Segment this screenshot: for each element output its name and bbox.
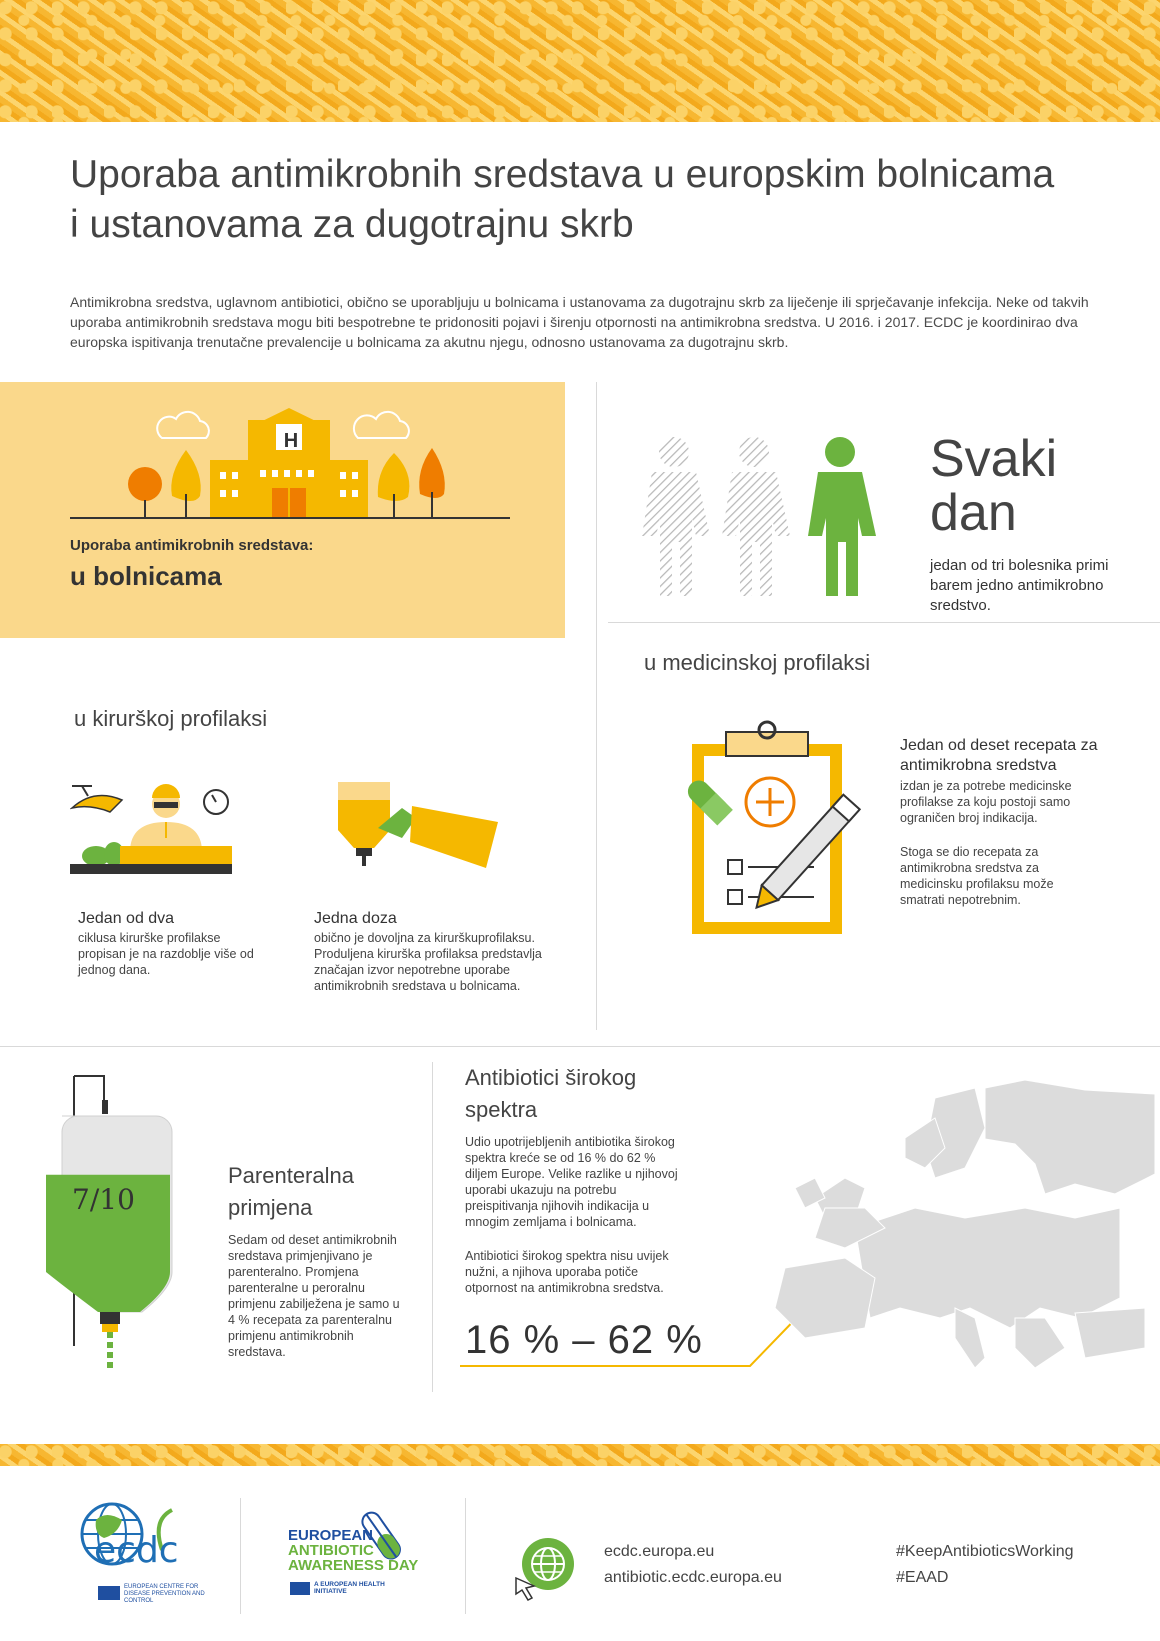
eaad-eu-flag-icon	[290, 1582, 310, 1595]
surgical-item2-text: obično je dovoljna za kirurškuprofilaksu. Produljena kirurška profilaksa predstavlja značajan izvor nepotrebne uporabe antimikrobnih sredstava u bolnicama.	[314, 931, 542, 993]
person-icon-grey-2	[722, 437, 790, 596]
top-pattern-band	[0, 0, 1160, 122]
divider-vertical-top	[596, 382, 597, 1030]
footer-divider-1	[240, 1498, 241, 1614]
broad-range: 16 % – 62 %	[465, 1318, 703, 1362]
tree-icon	[128, 467, 162, 501]
eaad-line-2: ANTIBIOTIC	[288, 1542, 374, 1559]
parenteral-text: Sedam od deset antimikrobnih sredstava primjenjivano je parenteralno. Promjena parenteralne u peroralnu primjenu zabilježena je samo u 4 % recepata za parenteralnu primjenu antimikrobnih sredstava.	[228, 1233, 400, 1359]
patients-illustration	[640, 436, 885, 600]
parenteral-heading	[228, 1160, 354, 1224]
tree-icon-2	[171, 450, 200, 501]
medical-text-2: Stoga se dio recepata za antimikrobna sredstva za medicinsku profilaksu može smatrati nepotrebnim.	[900, 845, 1054, 907]
intro-paragraph: Antimikrobna sredstva, uglavnom antibiotici, obično se uporabljuju u bolnicama i ustanovama za dugotrajnu skrb za liječenje ili sprječavanje infekcija. Neke od takvih uporaba antimikrobnih sredstava mogu biti bespotrebne te pridonositi pojavi i širenju otpornosti na antimikrobna sredstva. U 2016. i 2017. ECDC je koordinirao dva europska ispitivanja trenutačne prevalencije u bolnicama za akutnu njegu, odnosno ustanovama za dugotrajnu skrb.	[70, 294, 1089, 350]
surgical-lamp-icon	[72, 786, 122, 812]
surgical-item2-heading: Jedna doza	[314, 910, 397, 927]
eu-flag-icon	[98, 1586, 120, 1600]
clipboard-illustration	[676, 720, 886, 940]
surgeon-icon	[130, 784, 202, 852]
ecdc-logo-text: ecdc	[94, 1530, 179, 1571]
bottom-pattern-band	[0, 1444, 1160, 1466]
hospital-letter: H	[283, 430, 299, 452]
hospital-illustration	[70, 408, 520, 523]
divider-medical	[608, 622, 1160, 623]
tree-icon-4	[419, 448, 445, 498]
gloved-hand-icon	[378, 806, 498, 868]
clock-icon	[204, 790, 228, 814]
hashtag-keep-antibiotics-working[interactable]: #KeepAntibioticsWorking	[896, 1543, 1074, 1560]
medical-text-1: izdan je za potrebe medicinske profilakse za koju postoji samo ograničen broj indikacija.	[900, 779, 1072, 825]
footer-divider-2	[465, 1498, 466, 1614]
broad-heading	[465, 1062, 636, 1126]
broad-heading-1: Antibiotici širokog	[465, 1065, 637, 1090]
iv-bag-icon	[46, 1076, 172, 1368]
ecdc-website-link[interactable]: ecdc.europa.eu	[604, 1543, 715, 1560]
medical-heading: u medicinskoj profilaksi	[644, 650, 871, 675]
hashtag-eaad[interactable]: #EAAD	[896, 1569, 949, 1586]
eaad-line-1: EUROPEAN	[288, 1527, 374, 1544]
parenteral-heading-2: primjena	[228, 1195, 313, 1220]
person-icon-green	[808, 437, 876, 596]
iv-bag-label: 7/10	[72, 1183, 135, 1216]
ecdc-subtext: EUROPEAN CENTRE FOR DISEASE PREVENTION AND CONTROL	[124, 1584, 205, 1604]
surgeon-illustration	[70, 782, 235, 882]
surgical-heading: u kirurškoj profilaksi	[74, 706, 268, 731]
broad-heading-2: spektra	[465, 1097, 538, 1122]
operating-table-icon	[70, 842, 232, 874]
cloud-icon-right	[354, 412, 409, 438]
hospital-box-label: Uporaba antimikrobnih sredstava:	[70, 537, 314, 554]
antibiotic-website-link[interactable]: antibiotic.ecdc.europa.eu	[604, 1569, 782, 1586]
divider-horizontal-middle	[0, 1046, 1160, 1047]
web-icon[interactable]	[512, 1536, 578, 1602]
iv-bottle-icon	[338, 782, 390, 866]
cloud-icon-left	[157, 412, 209, 438]
eaad-logo-text	[288, 1528, 418, 1573]
iv-bag-illustration	[44, 1072, 184, 1372]
title-line-1: Uporaba antimikrobnih sredstava u europskim bolnicama	[70, 153, 1055, 196]
europe-map-icon	[775, 1080, 1155, 1368]
injection-illustration	[334, 780, 504, 880]
daily-big-1: Svaki	[930, 430, 1058, 488]
surgical-item1-heading: Jedan od dva	[78, 910, 175, 927]
europe-map	[755, 1078, 1160, 1378]
broad-text-2: Antibiotici širokog spektra nisu uvijek nužni, a njihova uporaba potiče otpornost na antimikrobna sredstva.	[465, 1249, 669, 1295]
parenteral-heading-1: Parenteralna	[228, 1163, 354, 1188]
broad-text-1: Udio upotrijebljenih antibiotika širokog spektra kreće se od 16 % do 62 % diljem Europe. Velike razlike u njihovoj uporabi ukazuju na potrebu preispitivanja njihovih indikacija u mnogim zemljama i bolnicama.	[465, 1135, 678, 1229]
medical-subheading: Jedan od deset recepata za antimikrobna sredstva	[900, 737, 1098, 774]
daily-text: jedan od tri bolesnika primi barem jedno antimikrobno sredstvo.	[930, 557, 1109, 614]
eaad-subtext: A EUROPEAN HEALTH INITIATIVE	[314, 1581, 385, 1595]
person-icon-grey-1	[642, 437, 710, 596]
hospital-building-icon	[210, 408, 368, 518]
surgical-item1-text: ciklusa kirurške profilakse propisan je na razdoblje više od jednog dana.	[78, 931, 254, 977]
eaad-line-3: AWARENESS DAY	[288, 1557, 419, 1574]
page-title	[70, 150, 1110, 250]
daily-heading	[930, 432, 1057, 540]
globe-cursor-icon	[516, 1538, 574, 1600]
tree-icon-3	[378, 453, 410, 501]
title-line-2: i ustanovama za dugotrajnu skrb	[70, 203, 634, 246]
hospital-box-big: u bolnicama	[70, 561, 222, 591]
divider-vertical-bottom	[432, 1062, 433, 1392]
daily-big-2: dan	[930, 484, 1017, 542]
